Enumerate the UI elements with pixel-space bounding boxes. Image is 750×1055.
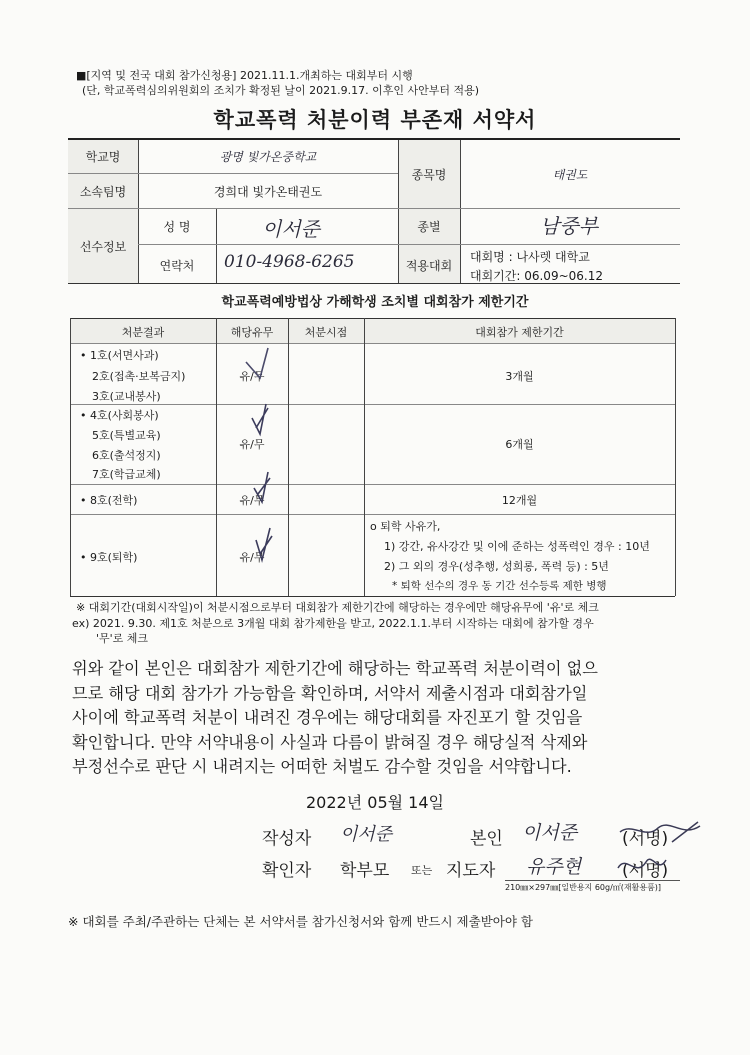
self-sign-handwritten: 이서준 <box>522 822 578 844</box>
divider <box>460 140 461 283</box>
event-period: 대회기간: 06.09~06.12 <box>470 269 603 283</box>
gender-label: 종별 <box>417 220 441 234</box>
gender-value-handwritten: 남중부 <box>540 214 598 238</box>
sign-mark-2: (서명) <box>622 861 669 881</box>
divider <box>70 514 675 515</box>
row4-item-1: • 9호(퇴학) <box>80 551 138 564</box>
row4-period-line-1: o 퇴학 사유가, <box>370 520 441 533</box>
header-line-2: (단, 학교폭력심의위원회의 조치가 확정된 날이 2021.9.17. 이후인 사안부터 적용) <box>82 84 480 97</box>
row3-applicable: 유/무 <box>239 494 265 507</box>
writer-name-handwritten: 이서준 <box>340 824 393 845</box>
pledge-line-3: 사이에 학교폭력 처분이 내려진 경우에는 해당대회를 자진포기 할 것임을 <box>72 708 583 727</box>
col-header-result: 처분결과 <box>121 326 165 339</box>
confirmer-label: 확인자 <box>262 861 312 881</box>
contact-label: 연락처 <box>159 259 195 273</box>
contact-value-handwritten: 010-4968-6265 <box>224 252 355 272</box>
row2-period: 6개월 <box>505 438 534 451</box>
event-label: 적용대회 <box>405 259 453 273</box>
row2-item-2: 5호(특별교육) <box>92 429 161 442</box>
self-label: 본인 <box>470 829 503 849</box>
pledge-line-4: 확인합니다. 만약 서약내용이 사실과 다름이 밝혀질 경우 해당실적 삭제와 <box>72 733 588 752</box>
signature-scribble-icon <box>618 859 666 868</box>
sport-value: 태권도 <box>552 168 588 182</box>
name-label: 성 명 <box>163 220 191 234</box>
divider <box>216 208 217 283</box>
check-mark-icon <box>254 472 270 502</box>
divider <box>70 596 675 597</box>
divider <box>70 404 675 405</box>
note-1: ※ 대회기간(대회시작일)이 처분시점으로부터 대회참가 제한기간에 해당하는 경우에만 해당유무에 '유'로 체크 <box>76 601 599 614</box>
row1-applicable: 유/무 <box>239 370 265 383</box>
coach-label: 지도자 <box>446 861 496 881</box>
note-2: ex) 2021. 9.30. 제1호 처분으로 3개월 대회 참가제한을 받고, 2022.1.1.부터 시작하는 대회에 참가할 경우 <box>72 617 594 630</box>
col-header-applicable: 해당유무 <box>230 326 274 339</box>
restriction-table-subtitle: 학교폭력예방법상 가해학생 조치별 대회참가 제한기간 <box>221 295 529 310</box>
pledge-line-1: 위와 같이 본인은 대회참가 제한기간에 해당하는 학교폭력 처분이력이 없으 <box>72 659 598 678</box>
parent-label: 학부모 <box>340 861 390 881</box>
divider <box>70 318 71 596</box>
row3-period: 12개월 <box>501 494 538 507</box>
handwritten-signature-scribbles <box>612 818 704 888</box>
row1-period: 3개월 <box>505 370 534 383</box>
note-3: '무'로 체크 <box>96 632 149 645</box>
handwritten-check-marks <box>216 318 288 596</box>
player-info-label: 선수정보 <box>79 240 127 254</box>
coach-name-handwritten: 유주현 <box>526 856 582 878</box>
divider <box>675 318 676 596</box>
divider <box>70 343 675 344</box>
sport-label: 종목명 <box>411 168 447 182</box>
row1-item-2: 2호(접촉·보복금지) <box>92 370 186 383</box>
divider <box>138 244 680 245</box>
row2-applicable: 유/무 <box>239 438 265 451</box>
check-mark-icon <box>256 528 272 560</box>
or-label: 또는 <box>411 864 433 877</box>
row3-item-1: • 8호(전학) <box>80 494 138 507</box>
school-label: 학교명 <box>85 150 121 164</box>
row2-item-1: • 4호(사회봉사) <box>80 409 159 422</box>
check-mark-icon <box>246 348 268 378</box>
header-line-1: ■[지역 및 전국 대회 참가신청용] 2021.11.1.개최하는 대회부터 시행 <box>76 69 413 82</box>
divider <box>68 173 398 174</box>
name-value-handwritten: 이서준 <box>262 217 320 241</box>
pledge-line-5: 부정선수로 판단 시 내려지는 어떠한 처벌도 감수할 것임을 서약합니다. <box>72 757 572 776</box>
sign-mark-1: (서명) <box>622 829 669 849</box>
divider <box>505 880 680 881</box>
signature-scribble-icon <box>620 822 700 842</box>
school-value: 광명 빛가온중학교 <box>219 150 317 164</box>
row1-item-1: • 1호(서면사과) <box>80 349 159 362</box>
row1-item-3: 3호(교내봉사) <box>92 390 161 403</box>
check-mark-icon <box>252 404 268 434</box>
divider <box>288 318 289 596</box>
pledge-line-2: 므로 해당 대회 참가가 가능함을 확인하며, 서약서 제출시점과 대회참가일 <box>72 684 588 703</box>
row2-item-3: 6호(출석정지) <box>92 449 161 462</box>
paper-spec: 210㎜×297㎜[일반용지 60g/㎡(재활용품)] <box>505 883 662 892</box>
pledge-date: 2022년 05월 14일 <box>306 793 444 812</box>
divider <box>70 484 675 485</box>
team-value: 경희대 빛가온태권도 <box>213 185 323 199</box>
event-name: 대회명 : 나사렛 대학교 <box>470 250 590 264</box>
divider <box>68 208 680 209</box>
divider <box>364 318 365 596</box>
row4-period-line-4: * 퇴학 선수의 경우 동 기간 선수등록 제한 병행 <box>392 580 607 592</box>
col-header-period: 대회참가 제한기간 <box>475 326 564 339</box>
row2-item-4: 7호(학급교체) <box>92 468 161 481</box>
row4-applicable: 유/무 <box>239 551 265 564</box>
info-table-top-border <box>68 138 680 140</box>
row4-period-line-2: 1) 강간, 유사강간 및 이에 준하는 성폭력인 경우 : 10년 <box>384 540 650 553</box>
writer-label: 작성자 <box>262 829 312 849</box>
row4-period-line-3: 2) 그 외의 경우(성추행, 성희롱, 폭력 등) : 5년 <box>384 560 609 573</box>
col-header-time: 처분시점 <box>304 326 348 339</box>
document-title: 학교폭력 처분이력 부존재 서약서 <box>213 108 537 132</box>
footer-notice: ※ 대회를 주최/주관하는 단체는 본 서약서를 참가신청서와 함께 반드시 제출받아야 함 <box>68 914 533 929</box>
team-label: 소속팀명 <box>79 185 127 199</box>
